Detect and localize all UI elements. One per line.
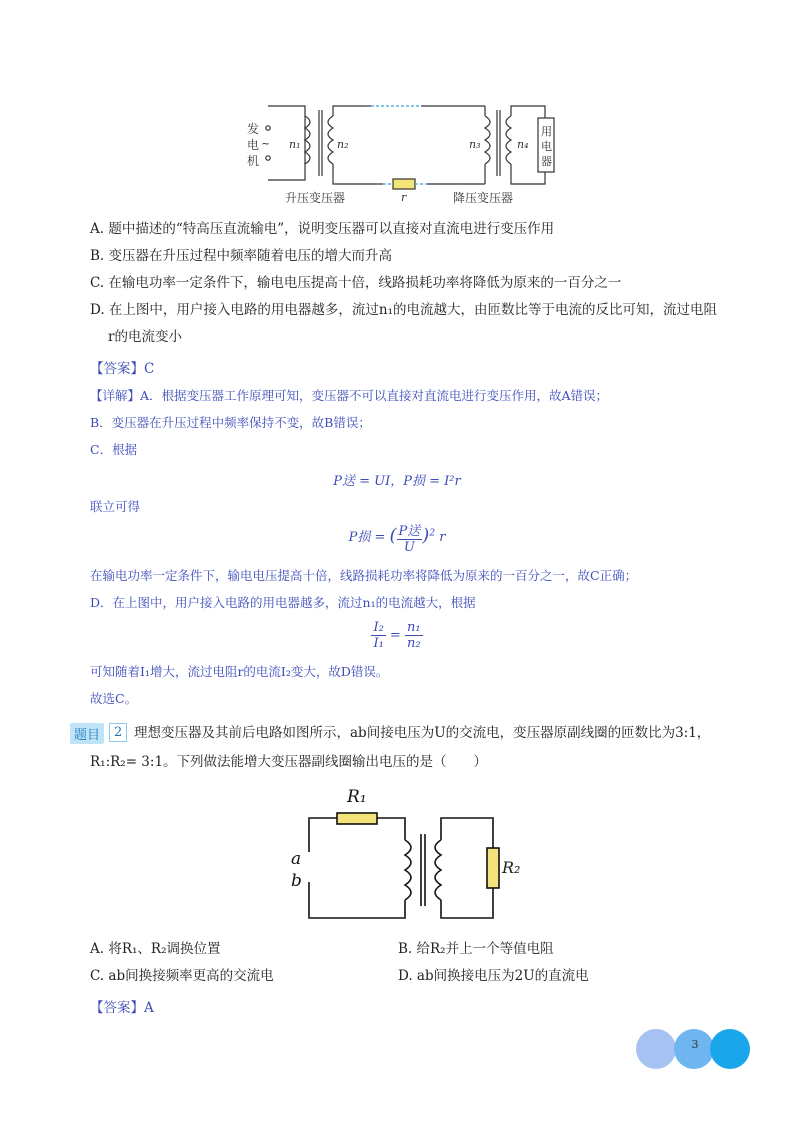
n4-label: n₄ [517, 138, 529, 151]
q1-explain-b: B．变压器在升压过程中频率保持不变，故B错误； [90, 415, 371, 430]
q2-answer: 【答案】A [90, 1000, 154, 1016]
svg-text:机: 机 [247, 154, 260, 168]
terminal-b-label: b [291, 871, 302, 891]
svg-text:电: 电 [541, 141, 552, 153]
equation-loss: P损 = ( $\frac{\text{P送}}{U}$ )$^2$ r [0, 520, 794, 555]
q1-option-d: D. 在上图中，用户接入电路的用电器越多，流过n₁的电流越大，由匝数比等于电流的反比可知，流过电阻 [90, 302, 718, 318]
q1-explain-d: D．在上图中，用户接入电路的用电器越多，流过n₁的电流越大，根据 [90, 595, 476, 610]
q2-option-b: B. 给R₂并上一个等值电阻 [398, 941, 554, 957]
r1-label: R₁ [347, 787, 367, 807]
q1-option-d-cont: r的电流变小 [108, 329, 182, 345]
equation-power: P送 = UI，P损 = I²r [333, 474, 461, 489]
question-tag: 题目 [70, 723, 104, 744]
q1-conclusion: 故选C。 [90, 691, 138, 706]
ac-symbol: ~ [261, 137, 271, 150]
resistor-r-label: r [401, 191, 407, 204]
step-down-label: 降压变压器 [453, 191, 514, 205]
q2-option-a: A. 将R₁、R₂调换位置 [90, 941, 221, 957]
transmission-diagram [245, 100, 565, 210]
transformer-circuit-diagram [285, 782, 505, 927]
step-up-label: 升压变压器 [285, 191, 346, 205]
q2-option-d: D. ab间换接电压为2U的直流电 [398, 968, 589, 984]
q1-explain-c: C．根据 [90, 442, 138, 457]
svg-text:器: 器 [541, 156, 552, 168]
q1-answer: 【答案】C [90, 361, 155, 377]
svg-text:用: 用 [541, 126, 552, 138]
q2-stem-line2: R₁:R₂= 3:1。下列做法能增大变压器副线圈输出电压的是（ ） [90, 754, 488, 770]
q1-option-b: B. 变压器在升压过程中频率随着电压的增大而升高 [90, 248, 393, 264]
question-number: 2 [109, 723, 127, 742]
page-number: 3 [691, 1038, 699, 1051]
equation-current-ratio: $\frac{\text{I₂}}{\text{I₁}}$ = $\frac{\text{n₁}}{\text{n₂}}$ [373, 620, 421, 651]
q1-explain-c2: 在输电功率一定条件下，输电电压提高十倍，线路损耗功率将降低为原来的一百分之一，故C正确； [90, 568, 638, 583]
n3-label: n₃ [469, 138, 481, 151]
q1-option-c: C. 在输电功率一定条件下，输电电压提高十倍，线路损耗功率将降低为原来的一百分之一 [90, 275, 622, 291]
q1-explain-a: 【详解】A．根据变压器工作原理可知，变压器不可以直接对直流电进行变压作用，故A错误； [90, 388, 609, 403]
q2-option-c: C. ab间换接频率更高的交流电 [90, 968, 274, 984]
q1-explain-d2: 可知随着I₁增大，流过电阻r的电流I₂变大，故D错误。 [90, 664, 389, 679]
q2-stem-line1: 理想变压器及其前后电路如图所示，ab间接电压为U的交流电，变压器原副线圈的匝数比为3:1， [134, 725, 711, 741]
q1-combine: 联立可得 [90, 499, 141, 514]
svg-text:发: 发 [247, 122, 260, 136]
n2-label: n₂ [337, 138, 349, 151]
n1-label: n₁ [289, 138, 301, 151]
r2-label-text: R₂ [502, 858, 521, 877]
q1-option-a: A. 题中描述的“特高压直流输电”，说明变压器可以直接对直流电进行变压作用 [90, 221, 555, 237]
terminal-a-label: a [291, 849, 302, 869]
svg-text:电: 电 [247, 138, 260, 152]
